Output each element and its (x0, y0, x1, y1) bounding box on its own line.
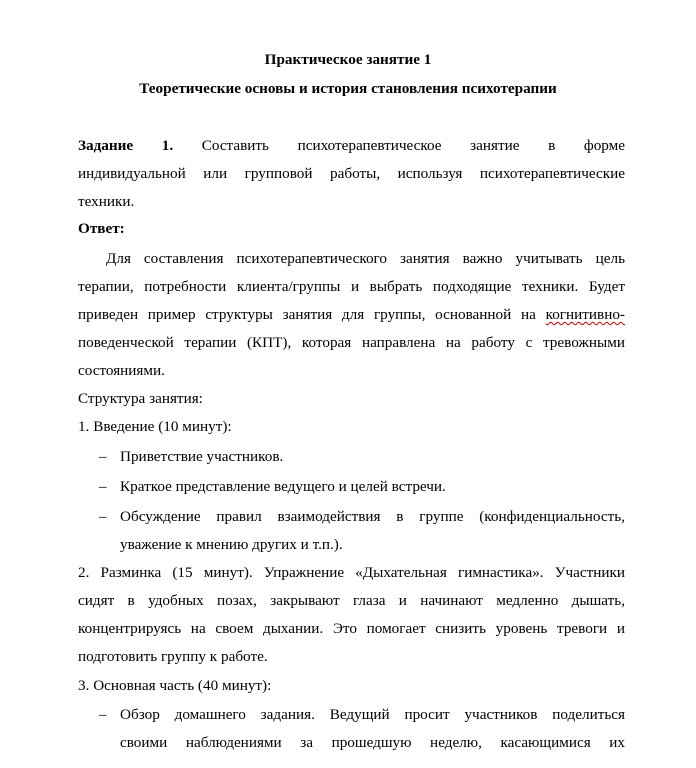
bullet-2: Краткое представление ведущего и целей встречи. (120, 478, 446, 495)
intro-line-1: Для составления психотерапевтического занятия важно учитывать цель (106, 250, 625, 267)
section-2-line-4: подготовить группу к работе. (78, 648, 268, 665)
spellcheck-underlined-word: когнитивно- (545, 306, 625, 323)
intro-line-5: состояниями. (78, 362, 165, 379)
document-title: Практическое занятие 1 (264, 51, 432, 68)
section-2-line-1: 2. Разминка (15 минут). Упражнение «Дыхательная гимнастика». Участники (78, 564, 625, 581)
task-text-1: Составить психотерапевтическое занятие в форме (201, 137, 626, 154)
bullet-3-line-2: уважение к мнению других и т.п.). (120, 536, 343, 553)
bullet-dash: – (99, 508, 107, 525)
bullet-dash: – (99, 478, 107, 495)
task-line-3: техники. (78, 193, 135, 210)
section-3-heading: 3. Основная часть (40 минут): (78, 677, 272, 694)
bullet-1: Приветствие участников. (120, 448, 284, 465)
task-line-1 (78, 136, 625, 156)
intro-line-3 (78, 305, 625, 325)
bullet-dash: – (99, 448, 107, 465)
bullet-4-line-2: своими наблюдениями за прошедшую неделю, касающимися их (120, 734, 625, 751)
bullet-4-line-1: Обзор домашнего задания. Ведущий просит участников поделиться (120, 706, 625, 723)
section-2-line-2: сидят в удобных позах, закрывают глаза и начинают медленно дышать, (78, 592, 625, 609)
structure-label: Структура занятия: (78, 390, 203, 407)
intro-line-2: терапии, потребности клиента/группы и выбрать подходящие техники. Будет (78, 278, 625, 295)
task-label: Задание 1. (78, 137, 174, 154)
bullet-dash: – (99, 706, 107, 723)
section-2-line-3: концентрируясь на своем дыхании. Это помогает снизить уровень тревоги и (78, 620, 625, 637)
bullet-3-line-1: Обсуждение правил взаимодействия в группе (конфиденциальность, (120, 508, 625, 525)
answer-label: Ответ: (78, 220, 125, 237)
section-1-heading: 1. Введение (10 минут): (78, 418, 232, 435)
document-subtitle: Теоретические основы и история становления психотерапии (139, 80, 557, 97)
intro-line-4: поведенческой терапии (КПТ), которая направлена на работу с тревожными (78, 334, 625, 351)
intro-line-3-text: приведен пример структуры занятия для группы, основанной на (78, 306, 546, 323)
task-line-2: индивидуальной или групповой работы, используя психотерапевтические (78, 165, 625, 182)
